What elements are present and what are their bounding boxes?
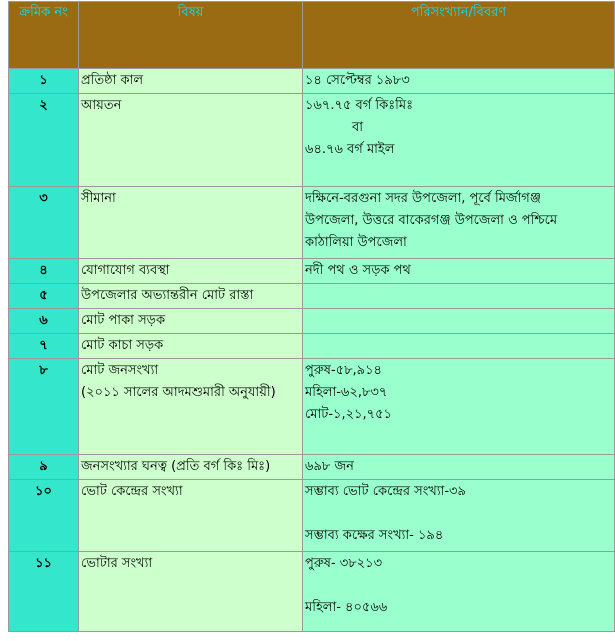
subject-cell <box>79 552 303 632</box>
details-text: মহিলা-৬২,৮৩৭ <box>305 385 388 400</box>
details-cell <box>303 334 615 359</box>
details-cell <box>303 309 615 334</box>
serial-cell: ১০ <box>9 480 79 552</box>
subject-text: ভোট কেন্দ্রের সংখ্যা <box>81 484 183 499</box>
details-cell <box>303 480 615 552</box>
table-row <box>9 69 615 94</box>
subject-cell <box>79 455 303 480</box>
subject-cell <box>79 284 303 309</box>
serial-cell: ৫ <box>9 284 79 309</box>
header-row <box>9 2 615 69</box>
serial-cell: ৪ <box>9 259 79 284</box>
subject-cell <box>79 187 303 259</box>
subject-text: ভোটার সংখ্যা <box>81 556 153 571</box>
table-row <box>9 309 615 334</box>
details-cell <box>303 552 615 632</box>
subject-text: মোট কাচা সড়ক <box>81 338 164 353</box>
table-row <box>9 552 615 632</box>
subject-cell <box>79 309 303 334</box>
subject-cell <box>79 69 303 94</box>
subject-text: যোগাযোগ ব্যবস্থা <box>81 263 170 278</box>
subject-cell <box>79 334 303 359</box>
subject-text: মোট জনসংখ্যা <box>81 363 159 378</box>
subject-cell <box>79 94 303 187</box>
details-cell <box>303 455 615 480</box>
details-text: মোট-১,২১,৭৫১ <box>305 407 392 422</box>
table-row <box>9 480 615 552</box>
table-body <box>9 69 615 632</box>
serial-cell: ৬ <box>9 309 79 334</box>
table-row <box>9 334 615 359</box>
subject-cell <box>79 259 303 284</box>
details-text: নদী পথ ও সড়ক পথ <box>305 263 411 278</box>
header-details: পরিসংখ্যান/বিবরণ <box>303 2 615 69</box>
details-text <box>305 285 612 307</box>
subject-cell <box>79 480 303 552</box>
serial-cell: ১ <box>9 69 79 94</box>
subject-text: (২০১১ সালের আদমশুমারী অনুযায়ী) <box>81 385 276 400</box>
table-row <box>9 259 615 284</box>
subject-text: আয়তন <box>81 98 122 113</box>
details-text: ৬৯৮ জন <box>305 459 354 474</box>
upazila-info-table <box>8 1 615 632</box>
details-cell <box>303 259 615 284</box>
details-text: ১৪ সেপ্টেম্বর ১৯৮৩ <box>305 73 410 88</box>
subject-text: সীমানা <box>81 191 116 206</box>
details-text <box>305 575 612 597</box>
details-text <box>305 335 612 357</box>
serial-cell: ২ <box>9 94 79 187</box>
details-text: মহিলা- ৪০৫৬৬ <box>305 600 388 615</box>
subject-text: মোট পাকা সড়ক <box>81 313 166 328</box>
details-text: ৬৪.৭৬ বর্গ মাইল <box>305 142 395 157</box>
details-text: সম্ভাব্য কক্ষের সংখ্যা- ১৯৪ <box>305 528 444 543</box>
details-text: সম্ভাব্য ভোট কেন্দ্রের সংখ্যা-৩৯ <box>305 484 466 499</box>
table-row <box>9 284 615 309</box>
details-cell <box>303 94 615 187</box>
table-row <box>9 94 615 187</box>
subject-text: উপজেলার অভ্যান্তরীন মোট রাস্তা <box>81 288 254 303</box>
subject-cell <box>79 359 303 455</box>
details-text: বা <box>352 120 364 135</box>
serial-cell: ৯ <box>9 455 79 480</box>
table-row <box>9 187 615 259</box>
details-text: দক্ষিনে-বরগুনা সদর উপজেলা, পূর্বে মির্জাগঞ্জ <box>305 191 541 206</box>
details-text: উপজেলা, উত্তরে বাকেরগঞ্জ উপজেলা ও পশ্চিমে <box>305 213 558 228</box>
details-text <box>305 310 612 332</box>
table-row <box>9 359 615 455</box>
serial-cell: ৩ <box>9 187 79 259</box>
serial-cell: ১১ <box>9 552 79 632</box>
details-text <box>305 503 612 525</box>
details-text: পুরুষ-৫৮,৯১৪ <box>305 363 382 378</box>
subject-text: প্রতিষ্ঠা কাল <box>81 73 144 88</box>
details-cell <box>303 69 615 94</box>
header-serial: ক্রমিক নং <box>9 2 79 69</box>
details-text: কাঠালিয়া উপজেলা <box>305 235 407 250</box>
table-row <box>9 455 615 480</box>
details-cell <box>303 359 615 455</box>
serial-cell: ৮ <box>9 359 79 455</box>
details-cell <box>303 187 615 259</box>
details-text: ১৬৭.৭৫ বর্গ কিঃমিঃ <box>305 98 413 113</box>
details-text: পুরুষ- ৩৮২১৩ <box>305 556 383 571</box>
subject-text: জনসংখ্যার ঘনত্ব (প্রতি বর্গ কিঃ মিঃ) <box>81 459 271 474</box>
header-subject: বিষয় <box>79 2 303 69</box>
details-cell <box>303 284 615 309</box>
serial-cell: ৭ <box>9 334 79 359</box>
